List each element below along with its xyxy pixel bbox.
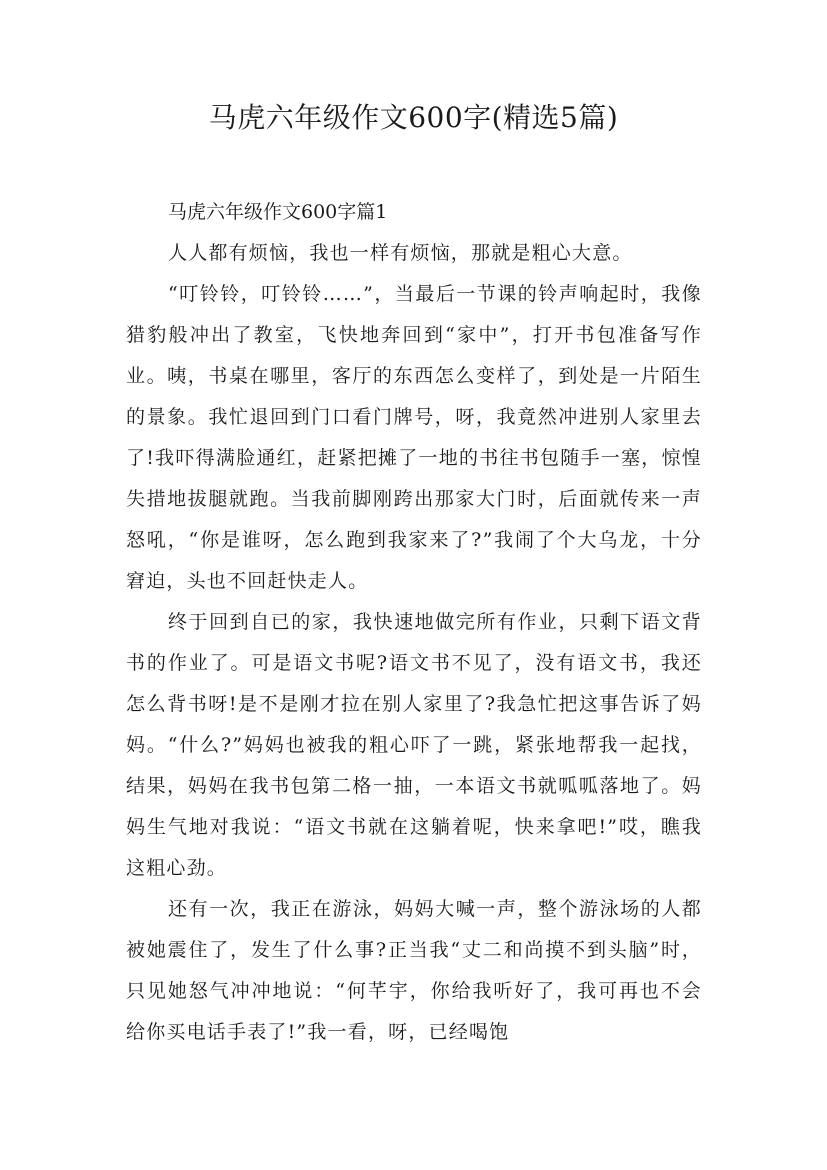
section-heading: 马虎六年级作文600字篇1: [168, 201, 388, 223]
paragraph: “叮铃铃，叮铃铃……”，当最后一节课的铃声响起时，我像猎豹般冲出了教室，飞快地奔回到“家中”，打开书包准备写作业。咦，书桌在哪里，客厅的东西怎么变样了，到处是一片陌生的景象。我忙退回到门口看门牌号，呀，我竟然冲进别人家里去了!我吓得满脸通红，赶紧把摊了一地的书往书包随手一塞，惊惶失措地拔腿就跑。当我前脚刚跨出那家大门时，后面就传来一声怒吼，“你是谁呀，怎么跑到我家来了?”我闹了个大乌龙，十分窘迫，头也不回赶快走人。: [126, 283, 702, 592]
paragraph: 终于回到自已的家，我快速地做完所有作业，只剩下语文背书的作业了。可是语文书呢?语文书不见了，没有语文书，我还怎么背书呀!是不是刚才拉在别人家里了?我急忙把这事告诉了妈妈。“什么?”妈妈也被我的粗心吓了一跳，紧张地帮我一起找，结果，妈妈在我书包第二格一抽，一本语文书就呱呱落地了。妈妈生气地对我说：“语文书就在这躺着呢，快来拿吧!”哎，瞧我这粗心劲。: [126, 611, 702, 879]
paragraph: 人人都有烦恼，我也一样有烦恼，那就是粗心大意。: [168, 242, 633, 264]
paragraph: 还有一次，我正在游泳，妈妈大喊一声，整个游泳场的人都被她震住了，发生了什么事?正当我“丈二和尚摸不到头脑”时，只见她怒气冲冲地说：“何芊宇，你给我听好了，我可再也不会给你买电话手表了!”我一看，呀，已经喝饱: [126, 898, 702, 1043]
document-body: [126, 192, 702, 1053]
document-title: 马虎六年级作文600字(精选5篇): [208, 101, 619, 134]
